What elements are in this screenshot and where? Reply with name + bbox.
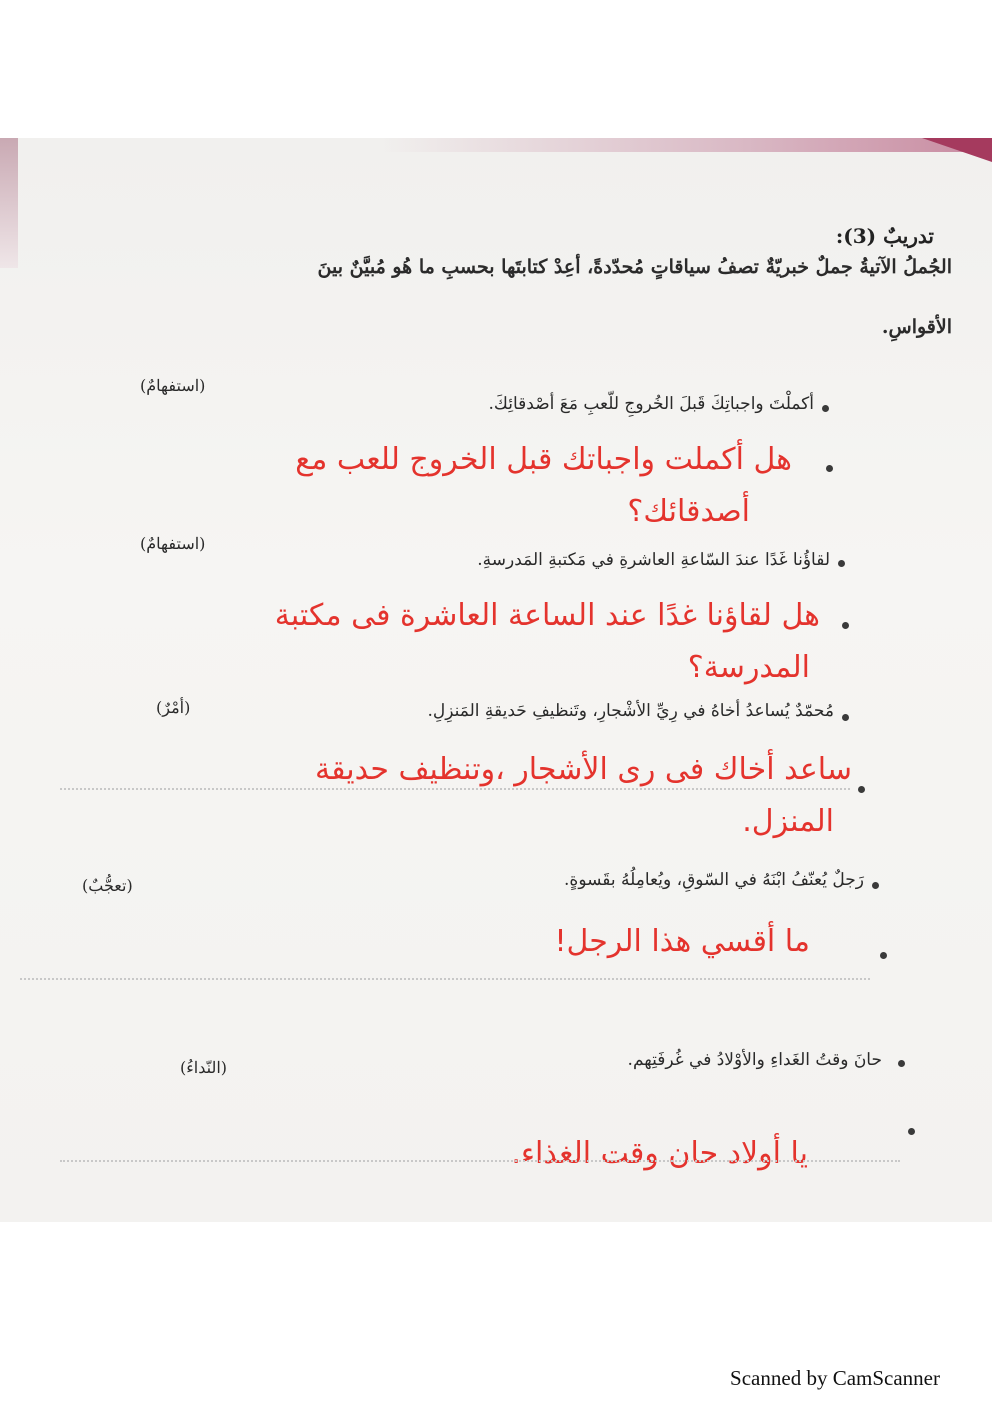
item-2-tag: (استفهامٌ) (140, 534, 206, 553)
item-3-sentence: مُحمّدٌ يُساعدُ أخاهُ في رِيِّ الأشْجارِ، وتَنظيفِ حَديقةِ المَنزِلِ. (427, 701, 834, 721)
item-4-tag: (تعجُّبٌ) (82, 876, 133, 895)
item-2-answer-line1: هل لقاؤنا غدًا عند الساعة العاشرة فى مكتبة (274, 598, 820, 633)
item-4-answer-line1: ما أقسي هذا الرجل! (554, 924, 810, 959)
item-3-answer-line2: المنزل. (742, 804, 834, 839)
exercise-title: تدريبٌ (3): (835, 224, 934, 248)
page-top-band (380, 138, 992, 152)
item-4-sentence: رَجلٌ يُعنّفُ ابْنَهُ في السّوقِ، ويُعامِلُهُ بقَسوةٍ. (564, 870, 864, 890)
corner-decoration (922, 138, 992, 162)
item-2-answer-line2: المدرسة؟ (687, 650, 810, 685)
item-1-answer-line1: هل أكملت واجباتك قبل الخروج للعب مع (295, 442, 792, 477)
answer-dotted-line (20, 978, 870, 980)
item-2-sentence: لقاؤُنا غَدًا عندَ السّاعةِ العاشرةِ في مَكتبةِ المَدرسةِ. (477, 550, 830, 570)
exercise-instruction-line2: الأقواسِ. (881, 316, 952, 338)
bullet-icon (822, 405, 829, 412)
scanner-watermark: Scanned by CamScanner (730, 1366, 940, 1390)
bullet-icon (898, 1060, 905, 1067)
answer-dotted-line (60, 1160, 900, 1162)
bullet-icon (826, 465, 833, 472)
item-5-answer-line1: يا أولاد حان وقت الغذاء. (511, 1136, 808, 1171)
item-1-tag: (استفهامٌ) (140, 376, 206, 395)
item-3-tag: (أمْرٌ) (156, 698, 191, 717)
bullet-icon (842, 622, 849, 629)
item-5-tag: (النّداءُ) (180, 1058, 227, 1077)
exercise-instruction-line1: الجُملُ الآتيةُ جملٌ خبريّةٌ تصفُ سياقاتٍ مُحدّدةً، أعِدْ كتابتَها بحسبِ ما هُو مُبيَّنٌ بينَ (317, 256, 952, 278)
item-3-answer-line1: ساعد أخاك فى رى الأشجار ،وتنظيف حديقة (315, 752, 852, 787)
bullet-icon (908, 1128, 915, 1135)
bullet-icon (858, 786, 865, 793)
page-edge-shadow (0, 138, 18, 268)
bullet-icon (838, 560, 845, 567)
bullet-icon (842, 714, 849, 721)
answer-dotted-line (60, 788, 850, 790)
bullet-icon (880, 952, 887, 959)
item-1-sentence: أكملْتَ واجباتِكَ قَبلَ الخُروجِ للّعبِ مَعَ أصْدقائِكَ. (488, 394, 814, 414)
bullet-icon (872, 882, 879, 889)
item-1-answer-line2: أصدقائك؟ (627, 494, 750, 529)
item-5-sentence: حانَ وقتُ الغَداءِ والأوْلادُ في غُرفَتِهم. (627, 1050, 882, 1070)
